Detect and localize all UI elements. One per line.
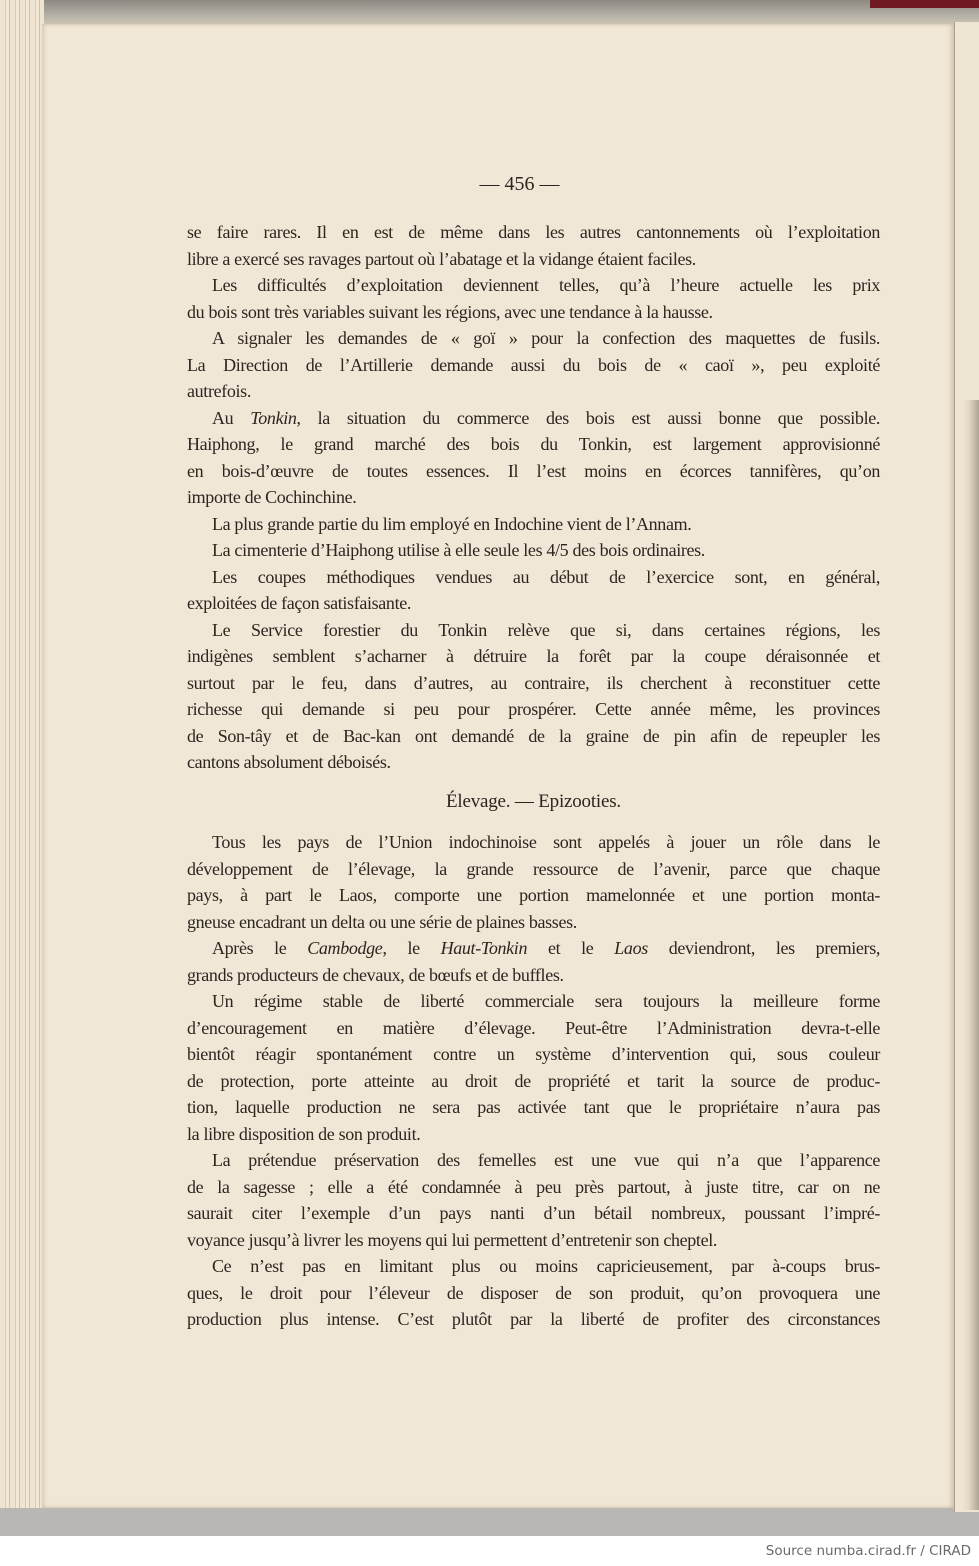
text-segment: Les difficultés d’exploitation deviennent telles, qu’à l’heure actuelle les prix [212, 275, 880, 295]
text-segment: Après le [212, 938, 308, 958]
text-segment: en bois-d’œuvre de toutes essences. Il l’est moins en écorces tannifères, qu’on [187, 460, 880, 481]
text-line [187, 962, 880, 989]
text-segment: La plus grande partie du lim employé en Indochine vient de l’Annam. [212, 513, 692, 534]
text-segment: du bois sont très variables suivant les régions, avec une tendance à la hausse. [187, 301, 713, 322]
text-segment: importe de Cochinchine. [187, 487, 357, 507]
text-line [187, 1200, 880, 1227]
page-shadow-right [962, 400, 979, 1510]
text-segment: ques, le droit pour l’éleveur de disposer de son produit, qu’on provoquera une [187, 1282, 880, 1303]
text-segment: deviendront, les premiers, [647, 938, 881, 958]
text-line [187, 1015, 880, 1042]
text-line [187, 1041, 880, 1068]
paragraph [187, 219, 880, 272]
text-segment: gneuse encadrant un delta ou une série de plaines basses. [187, 911, 577, 932]
paragraph [187, 1253, 880, 1333]
text-segment: richesse qui demande si peu pour prospérer. Cette année même, les provinces [187, 699, 880, 719]
text-segment: libre a exercé ses ravages partout où l’abatage et la vidange étaient faciles. [187, 248, 696, 269]
text-line [187, 909, 880, 936]
paragraph [187, 537, 880, 564]
text-line [187, 590, 880, 617]
text-segment: bientôt réagir spontanément contre un système d’intervention qui, sous couleur [187, 1044, 880, 1064]
text-line [187, 1121, 880, 1148]
text-line [187, 564, 880, 591]
text-segment: la libre disposition de son produit. [187, 1123, 421, 1144]
text-line [187, 882, 880, 909]
text-line [187, 1227, 880, 1254]
text-segment: tion, laquelle production ne sera pas activée tant que le propriétaire n’aura pas [187, 1097, 880, 1117]
text-segment: indigènes semblent s’acharner à détruire la forêt par la coupe déraisonnée et [187, 646, 880, 666]
page-number [0, 173, 979, 196]
text-segment: surtout par le feu, dans d’autres, au contraire, ils cherchent à reconstituer cette [187, 672, 880, 693]
text-line [187, 484, 880, 511]
text-line [187, 988, 880, 1015]
text-line [187, 723, 880, 750]
text-line [187, 219, 880, 246]
text-line [187, 325, 880, 352]
paragraph [187, 988, 880, 1147]
paragraph [187, 1147, 880, 1253]
text-segment: exploitées de façon satisfaisante. [187, 593, 412, 613]
italic-text: Laos [614, 938, 648, 958]
text-line [187, 299, 880, 326]
text-segment: Haiphong, le grand marché des bois du Tonkin, est largement approvisionné [187, 434, 880, 454]
text-segment: Ce n’est pas en limitant plus ou moins capricieusement, par à-coups brus- [212, 1256, 880, 1276]
text-segment: A signaler les demandes de « goï » pour la confection des maquettes de fusils. [212, 328, 880, 348]
text-segment: production plus intense. C’est plutôt par la liberté de profiter des circonstances [187, 1309, 880, 1329]
text-segment: se faire rares. Il en est de même dans les autres cantonnements où l’exploitation [187, 222, 880, 242]
book-binding [870, 0, 979, 8]
text-line [187, 1280, 880, 1307]
text-segment: La Direction de l’Artillerie demande aussi du bois de « caoï », peu exploité [187, 354, 880, 375]
text-line [187, 1094, 880, 1121]
text-line [187, 749, 880, 776]
text-segment: de Son-tây et de Bac-kan ont demandé de la graine de pin afin de repeupler les [187, 725, 880, 746]
paragraph [187, 935, 880, 988]
text-segment: d’encouragement en matière d’élevage. Peut-être l’Administration devra-t-elle [187, 1017, 880, 1038]
text-segment: pays, à part le Laos, comporte une portion mamelonnée et une portion monta- [187, 885, 880, 905]
text-line [187, 643, 880, 670]
text-line [187, 511, 880, 538]
text-segment: Tous les pays de l’Union indochinoise sont appelés à jouer un rôle dans le [212, 832, 880, 852]
text-segment: autrefois. [187, 381, 251, 401]
text-line [187, 458, 880, 485]
page-number-text: — 456 — [479, 173, 560, 195]
paragraph [187, 829, 880, 935]
text-segment: voyance jusqu’à livrer les moyens qui lui permettent d’entretenir son cheptel. [187, 1229, 718, 1250]
italic-text: Cambodge [307, 938, 383, 958]
page-body [187, 219, 880, 1333]
text-segment: cantons absolument déboisés. [187, 752, 391, 772]
text-line [187, 352, 880, 379]
text-line [187, 935, 880, 962]
italic-text: Tonkin [250, 407, 297, 428]
text-segment: développement de l’élevage, la grande ressource de l’avenir, parce que chaque [187, 858, 880, 879]
text-line [187, 1068, 880, 1095]
paragraph [187, 564, 880, 617]
text-segment: La prétendue préservation des femelles est une vue qui n’a que l’apparence [212, 1150, 880, 1170]
text-line [187, 405, 880, 432]
text-line [187, 272, 880, 299]
text-segment: , le [382, 938, 441, 958]
text-line [187, 1147, 880, 1174]
text-line [187, 617, 880, 644]
text-segment: de la sagesse ; elle a été condamnée à peu près partout, à juste titre, car on ne [187, 1176, 880, 1197]
text-line [187, 431, 880, 458]
text-segment: grands producteurs de chevaux, de bœufs et de buffles. [187, 964, 564, 985]
text-line [187, 1306, 880, 1333]
text-segment: saurait citer l’exemple d’un pays nanti d’un bétail nombreux, poussant l’impré- [187, 1203, 880, 1223]
text-line [187, 696, 880, 723]
section-heading: Élevage. — Epizooties. [446, 791, 621, 812]
text-segment: , la situation du commerce des bois est aussi bonne que possible. [296, 407, 881, 428]
text-segment: Au [212, 407, 251, 428]
text-segment: La cimenterie d’Haiphong utilise à elle seule les 4/5 des bois ordinaires. [212, 540, 705, 560]
text-line [187, 829, 880, 856]
italic-text: Haut-Tonkin [440, 938, 528, 958]
text-segment: de protection, porte atteinte au droit de propriété et tarit la source de produc- [187, 1070, 880, 1091]
text-segment: Un régime stable de liberté commerciale sera toujours la meilleure forme [212, 991, 880, 1011]
text-line [187, 537, 880, 564]
text-line [187, 670, 880, 697]
text-line [187, 856, 880, 883]
paragraph [187, 405, 880, 511]
paragraph [187, 272, 880, 325]
page-stack-left [0, 0, 44, 1508]
text-segment: Le Service forestier du Tonkin relève que si, dans certaines régions, les [212, 619, 880, 640]
text-line [187, 378, 880, 405]
text-segment: et le [527, 938, 615, 958]
text-segment: Les coupes méthodiques vendues au début de l’exercice sont, en général, [212, 566, 880, 587]
text-line [187, 246, 880, 273]
paragraph [187, 617, 880, 776]
source-credit: Source numba.cirad.fr / CIRAD [765, 1543, 971, 1559]
text-line [187, 1253, 880, 1280]
text-line [187, 1174, 880, 1201]
paragraph [187, 511, 880, 538]
paragraph [187, 325, 880, 405]
